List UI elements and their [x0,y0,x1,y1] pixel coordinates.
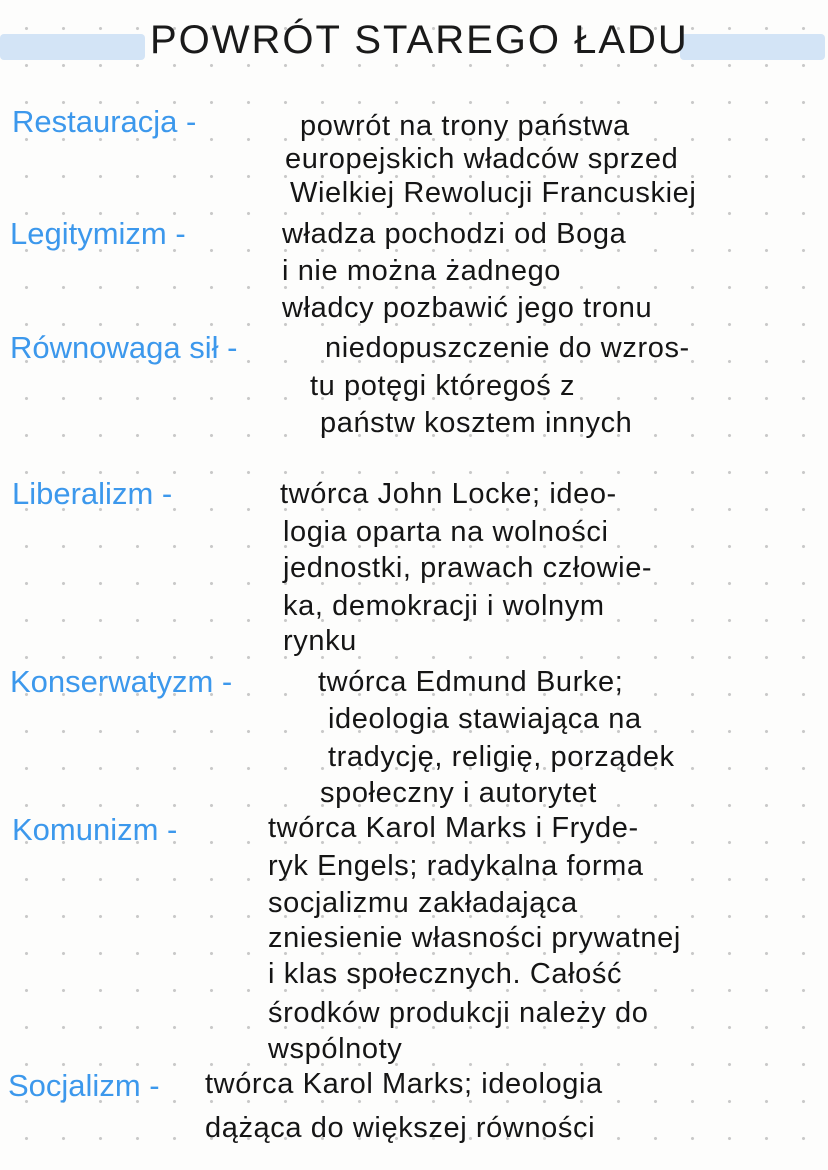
term-komunizm: Komunizm - [12,812,178,847]
title-highlight-left [0,34,145,60]
term-rownowaga-sil: Równowaga sił - [10,330,238,365]
definition-line: i klas społecznych. Całość [268,958,623,990]
definition-line: europejskich władców sprzed [285,143,679,175]
definition-line: państw kosztem innych [320,407,633,439]
definition-line: środków produkcji należy do [268,997,649,1029]
definition-line: jednostki, prawach człowie- [283,552,653,584]
term-konserwatyzm: Konserwatyzm - [10,664,233,699]
definition-line: twórca Edmund Burke; [318,666,624,698]
term-socjalizm: Socjalizm - [8,1068,160,1103]
term-liberalizm: Liberalizm - [12,476,173,511]
definition-line: rynku [283,625,357,657]
definition-line: tradycję, religię, porządek [328,741,675,773]
definition-line: zniesienie własności prywatnej [268,922,681,954]
term-legitymizm: Legitymizm - [10,216,186,251]
definition-line: i nie można żadnego [282,255,562,287]
definition-line: twórca Karol Marks; ideologia [205,1068,603,1100]
definition-line: twórca Karol Marks i Fryde- [268,812,639,844]
title-highlight-right [680,34,825,60]
definition-line: niedopuszczenie do wzros- [325,332,690,364]
term-restauracja: Restauracja - [12,104,197,139]
definition-line: socjalizmu zakładająca [268,887,578,919]
definition-line: społeczny i autorytet [320,777,597,809]
page-title: POWRÓT STAREGO ŁADU [150,18,689,62]
definition-line: ryk Engels; radykalna forma [268,850,644,882]
definition-line: władcy pozbawić jego tronu [282,292,653,324]
definition-line: wspólnoty [268,1033,403,1065]
definition-line: ka, demokracji i wolnym [283,590,605,622]
definition-line: władza pochodzi od Boga [282,218,627,250]
definition-line: twórca John Locke; ideo- [280,478,617,510]
definition-line: logia oparta na wolności [283,516,609,548]
definition-line: powrót na trony państwa [300,110,630,142]
definition-line: Wielkiej Rewolucji Francuskiej [290,177,697,209]
definition-line: ideologia stawiająca na [328,703,642,735]
definition-line: dążąca do większej równości [205,1112,596,1144]
definition-line: tu potęgi któregoś z [310,370,576,402]
